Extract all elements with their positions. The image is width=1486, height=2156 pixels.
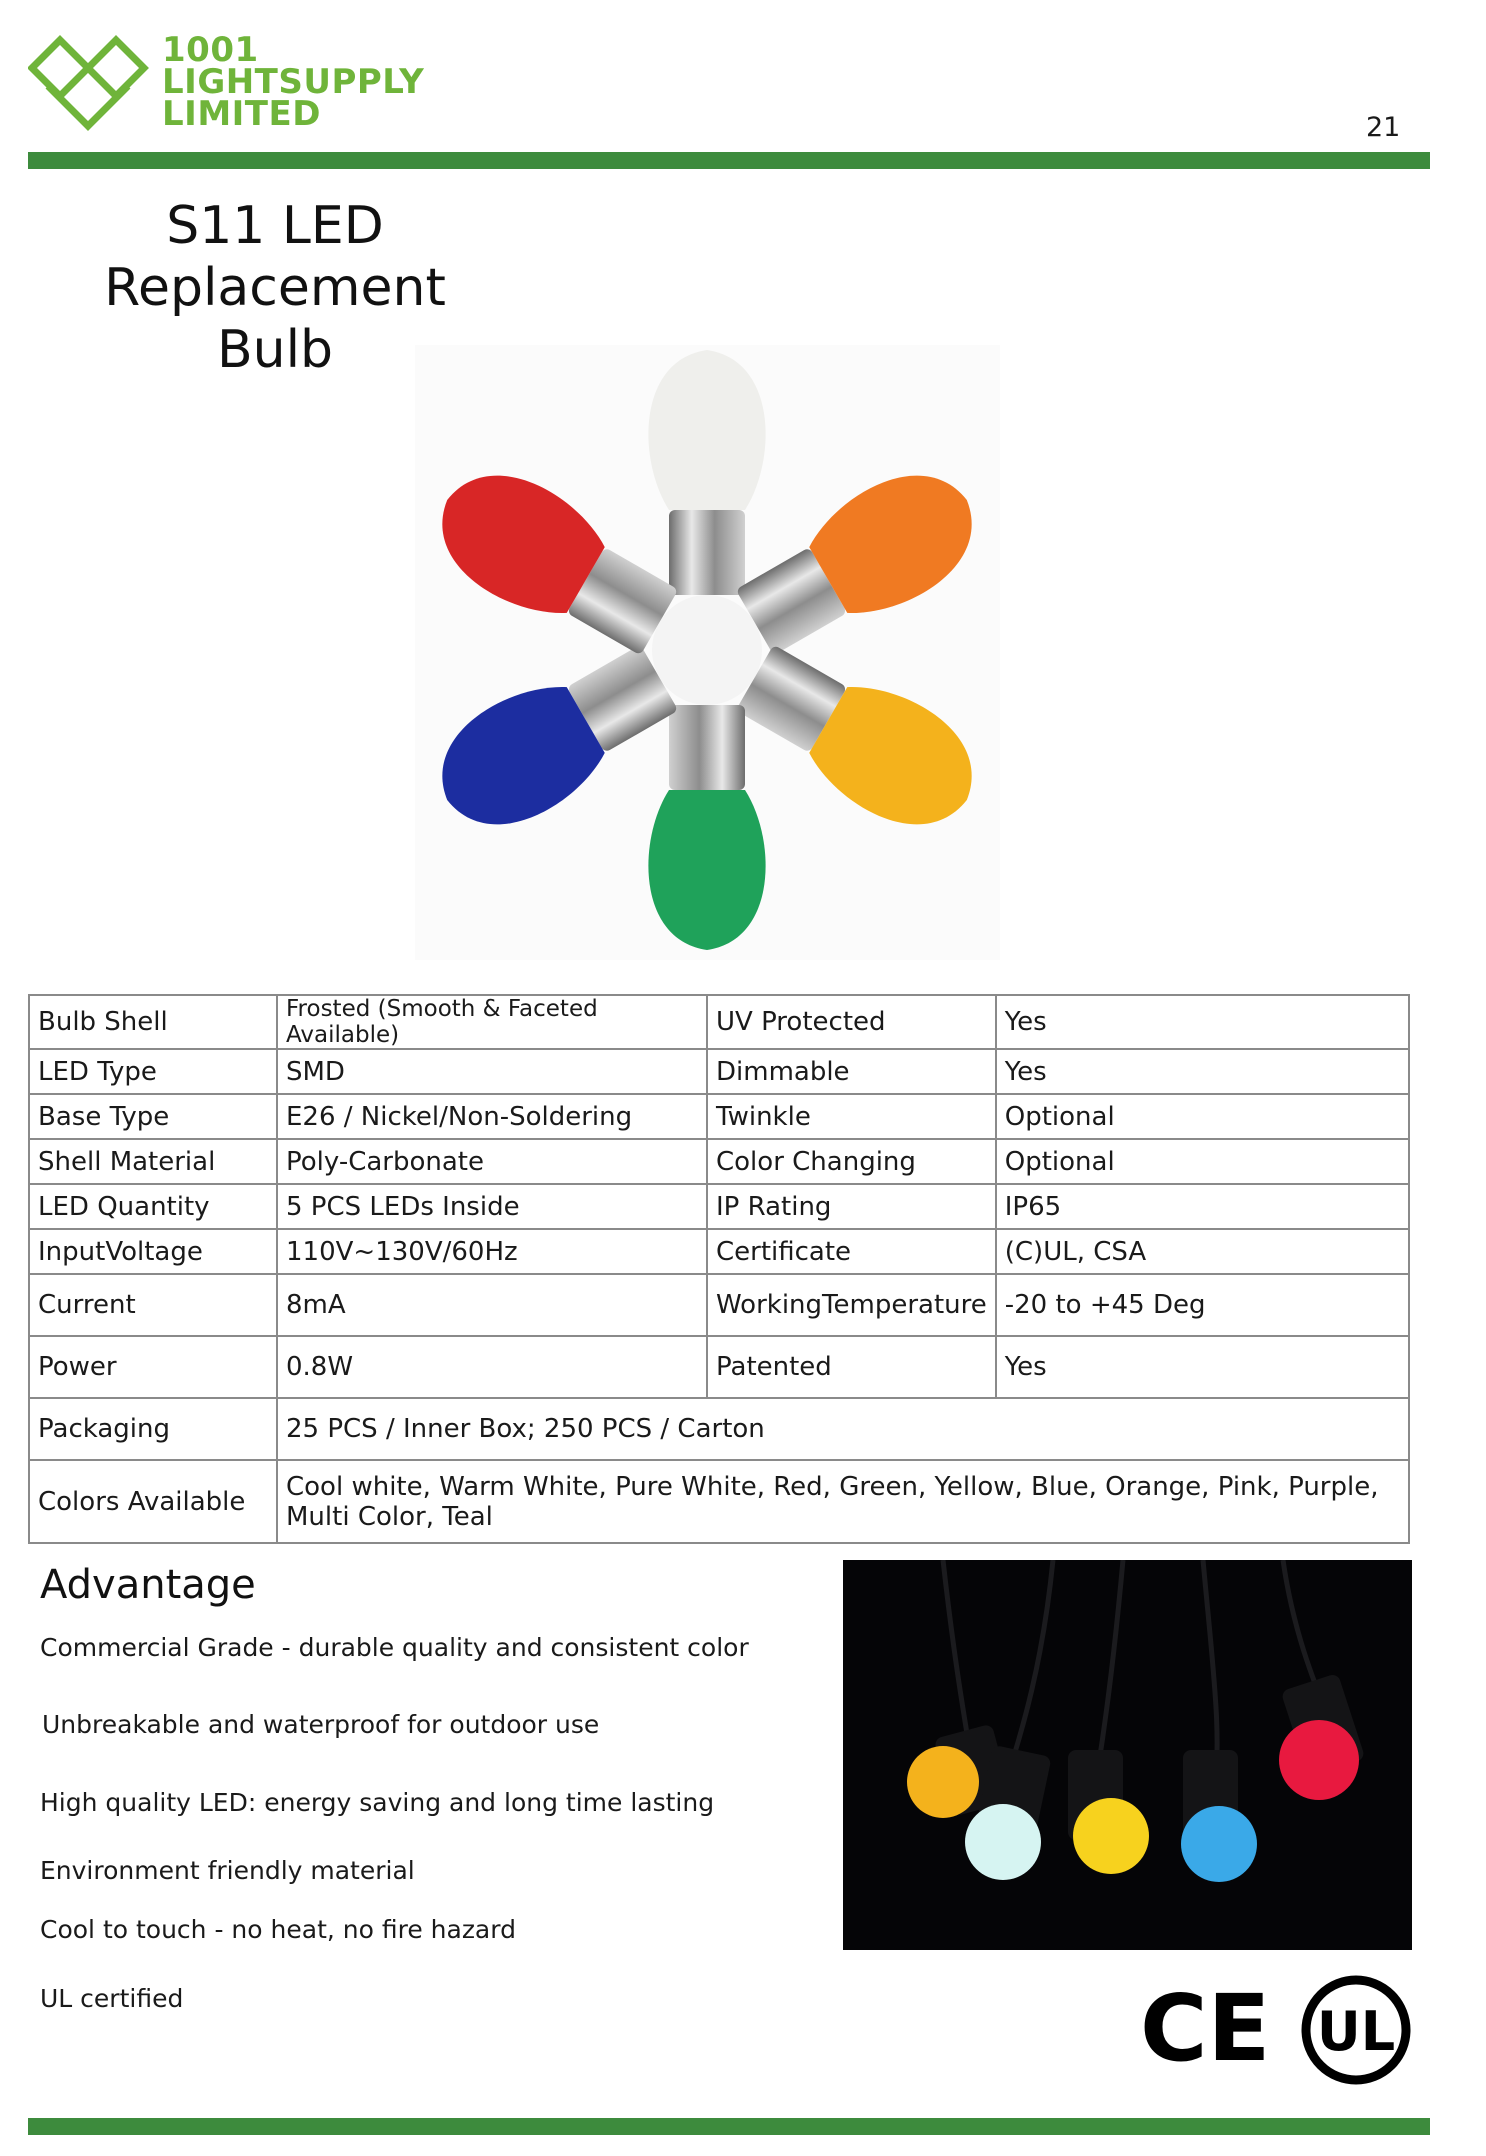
- logo-line-2: LIGHTSUPPLY: [162, 62, 425, 102]
- spec-value: Optional: [996, 1139, 1409, 1184]
- spec-row-colors: [29, 1460, 1409, 1543]
- footer-rule: [28, 2118, 1430, 2135]
- spec-value: Yes: [996, 1049, 1409, 1094]
- spec-value: 25 PCS / Inner Box; 250 PCS / Carton: [277, 1398, 1409, 1460]
- spec-value: 110V~130V/60Hz: [277, 1229, 707, 1274]
- logo-line-1: 1001: [162, 30, 259, 70]
- bulbs-illustration: [415, 345, 1000, 960]
- bulb-white: [648, 350, 765, 595]
- spec-label: Twinkle: [707, 1094, 996, 1139]
- spec-row-packaging: [29, 1398, 1409, 1460]
- bulb-green: [648, 705, 765, 950]
- spec-row: [29, 1336, 1409, 1398]
- spec-value: 8mA: [277, 1274, 707, 1336]
- bulb-yellow: [725, 627, 996, 851]
- spec-label: UV Protected: [707, 995, 996, 1049]
- ce-mark-icon: CE: [1140, 1975, 1271, 2082]
- spec-label: Patented: [707, 1336, 996, 1398]
- advantage-item: UL certified: [40, 1984, 184, 2013]
- advantage-title: Advantage: [40, 1562, 256, 1608]
- header-rule: [28, 152, 1430, 169]
- spec-label: Current: [29, 1274, 277, 1336]
- advantage-item: Environment friendly material: [40, 1856, 415, 1885]
- spec-value: 5 PCS LEDs Inside: [277, 1184, 707, 1229]
- spec-row: [29, 1229, 1409, 1274]
- advantage-item: Commercial Grade - durable quality and consistent color: [40, 1633, 749, 1662]
- spec-row: [29, 1094, 1409, 1139]
- spec-label: LED Type: [29, 1049, 277, 1094]
- spec-label: Dimmable: [707, 1049, 996, 1094]
- spec-value: -20 to +45 Deg: [996, 1274, 1409, 1336]
- advantage-item: High quality LED: energy saving and long time lasting: [40, 1788, 715, 1817]
- spec-label: Certificate: [707, 1229, 996, 1274]
- spec-value: 0.8W: [277, 1336, 707, 1398]
- advantage-item: Unbreakable and waterproof for outdoor use: [42, 1710, 600, 1739]
- spec-row: [29, 995, 1409, 1049]
- bulb-red: [418, 449, 689, 673]
- string-lights-photo: [843, 1560, 1412, 1950]
- spec-value: Optional: [996, 1094, 1409, 1139]
- spec-label: Base Type: [29, 1094, 277, 1139]
- page-number: 21: [1366, 112, 1401, 143]
- advantage-item: Cool to touch - no heat, no fire hazard: [40, 1915, 516, 1944]
- spec-label: IP Rating: [707, 1184, 996, 1229]
- spec-label: Power: [29, 1336, 277, 1398]
- spec-row: [29, 1139, 1409, 1184]
- spec-row: [29, 1184, 1409, 1229]
- title-line-2: Replacement Bulb: [104, 258, 446, 380]
- logo-line-3: LIMITED: [162, 94, 321, 134]
- spec-label: InputVoltage: [29, 1229, 277, 1274]
- spec-label: Color Changing: [707, 1139, 996, 1184]
- certification-marks: [1140, 1970, 1420, 2094]
- bulb-blue: [418, 627, 689, 851]
- spec-label: WorkingTemperature: [707, 1274, 996, 1336]
- spec-value: E26 / Nickel/Non-Soldering: [277, 1094, 707, 1139]
- spec-table: [28, 994, 1410, 1544]
- string-lights-illustration: [843, 1560, 1412, 1950]
- spec-label: Shell Material: [29, 1139, 277, 1184]
- bulb-orange: [725, 449, 996, 673]
- spec-value: SMD: [277, 1049, 707, 1094]
- spec-row: [29, 1274, 1409, 1336]
- spec-value: Yes: [996, 995, 1409, 1049]
- logo-text: [162, 30, 425, 134]
- spec-label: Packaging: [29, 1398, 277, 1460]
- title-line-1: S11 LED: [166, 196, 384, 256]
- spec-value: IP65: [996, 1184, 1409, 1229]
- product-photo: [415, 345, 1000, 960]
- spec-label: Colors Available: [29, 1460, 277, 1543]
- spec-label: LED Quantity: [29, 1184, 277, 1229]
- logo-diamond-icon: [28, 30, 178, 140]
- spec-row: [29, 1049, 1409, 1094]
- ul-mark-icon: UL: [1316, 2000, 1396, 2063]
- spec-value: Cool white, Warm White, Pure White, Red, Green, Yellow, Blue, Orange, Pink, Purple, Multi Color, Teal: [277, 1460, 1409, 1543]
- spec-value: Poly-Carbonate: [277, 1139, 707, 1184]
- spec-value: Frosted (Smooth & Faceted Available): [277, 995, 707, 1049]
- cert-svg: [1140, 1970, 1420, 2090]
- spec-value: Yes: [996, 1336, 1409, 1398]
- spec-value: (C)UL, CSA: [996, 1229, 1409, 1274]
- spec-label: Bulb Shell: [29, 995, 277, 1049]
